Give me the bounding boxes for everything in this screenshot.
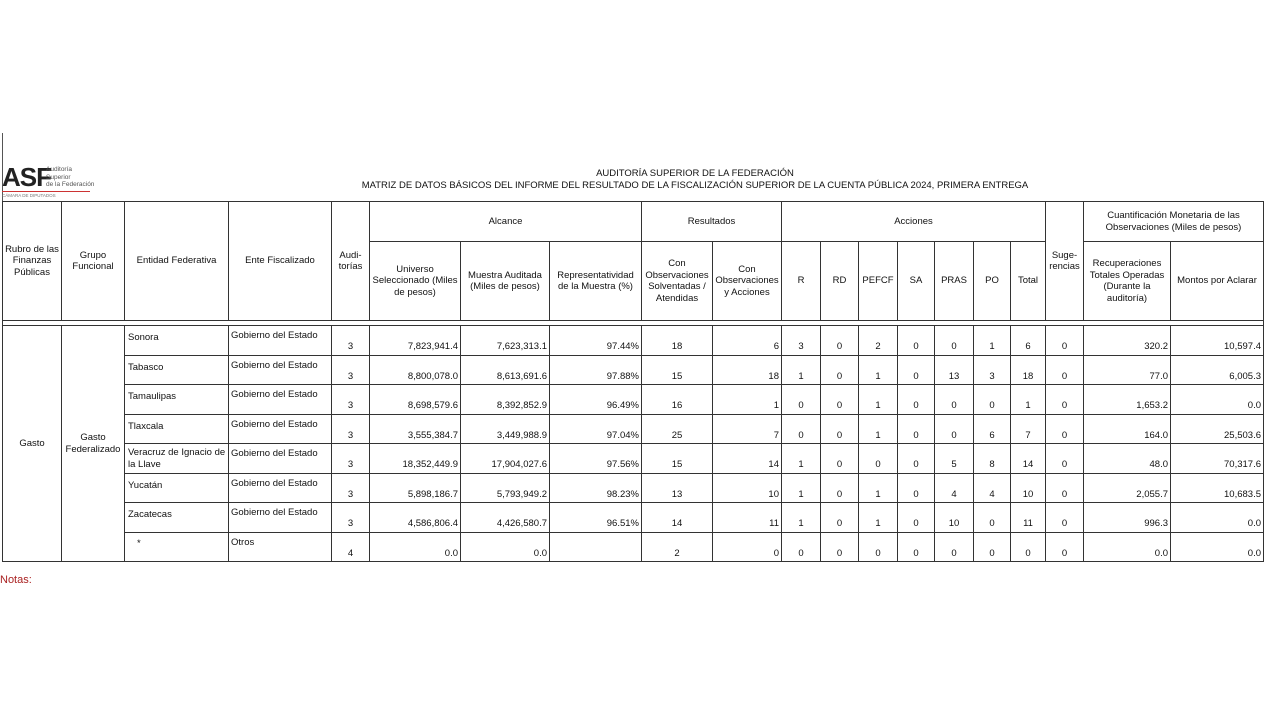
cell-rd: 0 [821,355,859,385]
header-representatividad: Representatividad de la Muestra (%) [550,242,642,321]
cell-sa: 0 [898,355,935,385]
cell-pefcf: 1 [859,385,898,415]
cell-universo: 18,352,449.9 [370,444,461,474]
cell-po: 8 [974,444,1011,474]
table-row [3,503,1264,533]
header-resultados: Resultados [642,202,782,242]
cell-total: 18 [1011,355,1046,385]
header-rubro: Rubro de las Finanzas Públicas [3,202,62,321]
cell-ente: Gobierno del Estado [229,326,332,356]
cell-rd: 0 [821,473,859,503]
cell-r: 0 [782,532,821,562]
cell-recuperaciones: 77.0 [1084,355,1171,385]
cell-con-observaciones: 18 [713,355,782,385]
cell-entidad: Tlaxcala [125,414,229,444]
header-cuantificacion: Cuantificación Monetaria de las Observaciones (Miles de pesos) [1084,202,1264,242]
cell-entidad: Sonora [125,326,229,356]
header-entidad: Entidad Federativa [125,202,229,321]
cell-rd: 0 [821,414,859,444]
cell-r: 0 [782,385,821,415]
cell-sa: 0 [898,444,935,474]
cell-po: 6 [974,414,1011,444]
cell-representatividad: 98.23% [550,473,642,503]
data-matrix-table [2,201,1264,562]
cell-muestra: 3,449,988.9 [461,414,550,444]
logo-abbr: ASF [2,162,51,192]
cell-pefcf: 1 [859,414,898,444]
cell-auditorias: 3 [332,385,370,415]
cell-recuperaciones: 320.2 [1084,326,1171,356]
cell-sugerencias: 0 [1046,503,1084,533]
cell-po: 0 [974,503,1011,533]
cell-auditorias: 4 [332,532,370,562]
cell-entidad: Zacatecas [125,503,229,533]
cell-con-observaciones: 0 [713,532,782,562]
cell-total: 10 [1011,473,1046,503]
cell-po: 1 [974,326,1011,356]
cell-po: 3 [974,355,1011,385]
cell-recuperaciones: 1,653.2 [1084,385,1171,415]
logo-line1: Auditoría [46,166,73,173]
cell-recuperaciones: 2,055.7 [1084,473,1171,503]
cell-representatividad: 96.51% [550,503,642,533]
header-grupo: Grupo Funcional [62,202,125,321]
cell-solventadas: 18 [642,326,713,356]
cell-auditorias: 3 [332,444,370,474]
header-recuperaciones: Recuperaciones Totales Operadas (Durante la auditoría) [1084,242,1171,321]
cell-rd: 0 [821,326,859,356]
cell-pefcf: 2 [859,326,898,356]
cell-pefcf: 1 [859,473,898,503]
table-row [3,473,1264,503]
header-solventadas: Con Observaciones Solventadas / Atendidas [642,242,713,321]
cell-universo: 4,586,806.4 [370,503,461,533]
header-total: Total [1011,242,1046,321]
cell-pefcf: 0 [859,532,898,562]
cell-grupo: Gasto Federalizado [62,326,125,562]
header-con-observaciones: Con Observaciones y Acciones [713,242,782,321]
header-rd: RD [821,242,859,321]
cell-solventadas: 14 [642,503,713,533]
cell-pras: 0 [935,385,974,415]
cell-ente: Gobierno del Estado [229,385,332,415]
cell-representatividad: 96.49% [550,385,642,415]
cell-entidad: * [125,532,229,562]
cell-muestra: 5,793,949.2 [461,473,550,503]
cell-rubro: Gasto [3,326,62,562]
cell-sugerencias: 0 [1046,385,1084,415]
cell-ente: Gobierno del Estado [229,444,332,474]
cell-total: 6 [1011,326,1046,356]
document-titles [0,168,1280,191]
logo-subtitle: CÁMARA DE DIPUTADOS [2,191,90,198]
cell-auditorias: 3 [332,473,370,503]
cell-solventadas: 25 [642,414,713,444]
cell-pras: 0 [935,532,974,562]
cell-recuperaciones: 996.3 [1084,503,1171,533]
header-pras: PRAS [935,242,974,321]
page-title: AUDITORÍA SUPERIOR DE LA FEDERACIÓN [596,168,794,179]
header-pefcf: PEFCF [859,242,898,321]
cell-total: 0 [1011,532,1046,562]
cell-con-observaciones: 11 [713,503,782,533]
cell-rd: 0 [821,503,859,533]
cell-r: 1 [782,444,821,474]
cell-auditorias: 3 [332,414,370,444]
cell-recuperaciones: 48.0 [1084,444,1171,474]
cell-representatividad: 97.44% [550,326,642,356]
cell-solventadas: 15 [642,355,713,385]
cell-montos: 0.0 [1171,503,1264,533]
header-sugerencias: Suge- rencias [1046,202,1084,321]
cell-sugerencias: 0 [1046,326,1084,356]
header-auditorias: Audi- torías [332,202,370,321]
cell-montos: 6,005.3 [1171,355,1264,385]
cell-sa: 0 [898,532,935,562]
cell-ente: Gobierno del Estado [229,414,332,444]
header-montos: Montos por Aclarar [1171,242,1264,321]
header-ente: Ente Fiscalizado [229,202,332,321]
cell-sugerencias: 0 [1046,444,1084,474]
cell-representatividad: 97.88% [550,355,642,385]
cell-total: 1 [1011,385,1046,415]
cell-sa: 0 [898,326,935,356]
cell-po: 0 [974,532,1011,562]
table-row [3,326,1264,356]
cell-r: 0 [782,414,821,444]
cell-pras: 10 [935,503,974,533]
cell-sa: 0 [898,503,935,533]
cell-universo: 5,898,186.7 [370,473,461,503]
cell-entidad: Tabasco [125,355,229,385]
logo-line3: de la Federación [46,181,95,188]
cell-ente: Gobierno del Estado [229,355,332,385]
cell-entidad: Tamaulipas [125,385,229,415]
cell-universo: 3,555,384.7 [370,414,461,444]
cell-total: 7 [1011,414,1046,444]
cell-con-observaciones: 14 [713,444,782,474]
cell-sa: 0 [898,473,935,503]
cell-montos: 25,503.6 [1171,414,1264,444]
logo-line2: Superior [46,173,71,181]
cell-sugerencias: 0 [1046,532,1084,562]
cell-ente: Gobierno del Estado [229,503,332,533]
cell-montos: 10,597.4 [1171,326,1264,356]
header-alcance: Alcance [370,202,642,242]
cell-universo: 8,800,078.0 [370,355,461,385]
cell-montos: 0.0 [1171,532,1264,562]
cell-solventadas: 16 [642,385,713,415]
cell-representatividad: 97.04% [550,414,642,444]
cell-rd: 0 [821,444,859,474]
cell-po: 4 [974,473,1011,503]
cell-con-observaciones: 6 [713,326,782,356]
cell-pras: 13 [935,355,974,385]
table-row [3,414,1264,444]
cell-muestra: 8,392,852.9 [461,385,550,415]
cell-ente: Gobierno del Estado [229,473,332,503]
cell-representatividad [550,532,642,562]
cell-r: 3 [782,326,821,356]
header-acciones: Acciones [782,202,1046,242]
cell-total: 14 [1011,444,1046,474]
cell-r: 1 [782,473,821,503]
cell-universo: 0.0 [370,532,461,562]
cell-muestra: 17,904,027.6 [461,444,550,474]
header-po: PO [974,242,1011,321]
cell-pras: 0 [935,326,974,356]
cell-representatividad: 97.56% [550,444,642,474]
cell-r: 1 [782,503,821,533]
cell-rd: 0 [821,532,859,562]
cell-total: 11 [1011,503,1046,533]
cell-universo: 7,823,941.4 [370,326,461,356]
cell-auditorias: 3 [332,503,370,533]
cell-sa: 0 [898,385,935,415]
cell-pefcf: 0 [859,444,898,474]
cell-con-observaciones: 7 [713,414,782,444]
cell-pras: 0 [935,414,974,444]
cell-auditorias: 3 [332,326,370,356]
notas-label: Notas: [0,574,32,586]
cell-pefcf: 1 [859,503,898,533]
cell-entidad: Veracruz de Ignacio de la Llave [125,444,229,474]
header-sa: SA [898,242,935,321]
header-universo: Universo Seleccionado (Miles de pesos) [370,242,461,321]
cell-muestra: 0.0 [461,532,550,562]
cell-rd: 0 [821,385,859,415]
cell-sa: 0 [898,414,935,444]
cell-auditorias: 3 [332,355,370,385]
cell-solventadas: 2 [642,532,713,562]
cell-sugerencias: 0 [1046,414,1084,444]
cell-con-observaciones: 1 [713,385,782,415]
table-row [3,444,1264,474]
cell-universo: 8,698,579.6 [370,385,461,415]
cell-montos: 10,683.5 [1171,473,1264,503]
cell-pras: 5 [935,444,974,474]
header-r: R [782,242,821,321]
cell-muestra: 4,426,580.7 [461,503,550,533]
cell-pras: 4 [935,473,974,503]
cell-muestra: 8,613,691.6 [461,355,550,385]
cell-montos: 0.0 [1171,385,1264,415]
cell-montos: 70,317.6 [1171,444,1264,474]
cell-sugerencias: 0 [1046,355,1084,385]
header-muestra: Muestra Auditada (Miles de pesos) [461,242,550,321]
cell-r: 1 [782,355,821,385]
cell-con-observaciones: 10 [713,473,782,503]
cell-ente: Otros [229,532,332,562]
cell-solventadas: 13 [642,473,713,503]
table-row [3,355,1264,385]
table-row [3,532,1264,562]
cell-po: 0 [974,385,1011,415]
cell-solventadas: 15 [642,444,713,474]
table-row [3,385,1264,415]
cell-recuperaciones: 164.0 [1084,414,1171,444]
cell-muestra: 7,623,313.1 [461,326,550,356]
cell-recuperaciones: 0.0 [1084,532,1171,562]
cell-entidad: Yucatán [125,473,229,503]
page-subtitle: MATRIZ DE DATOS BÁSICOS DEL INFORME DEL RESULTADO DE LA FISCALIZACIÓN SUPERIOR DE LA CUENTA PÚBLICA 2024, PRIMERA ENTREGA [361,179,1029,191]
cell-pefcf: 1 [859,355,898,385]
cell-sugerencias: 0 [1046,473,1084,503]
